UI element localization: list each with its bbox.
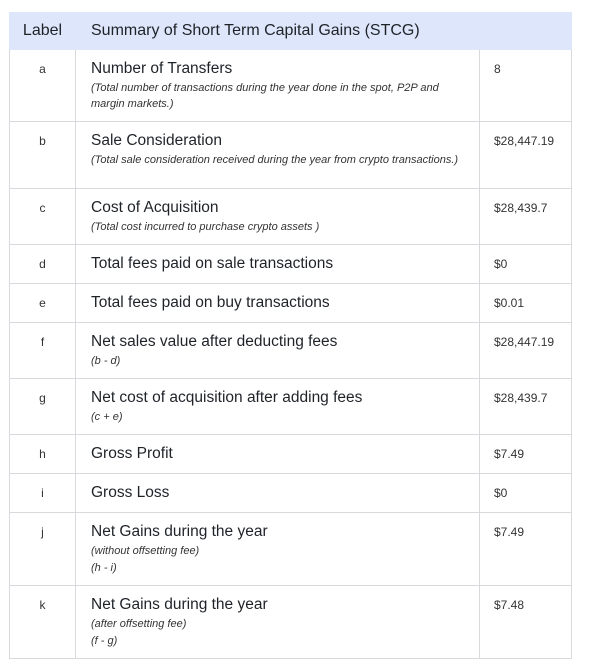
row-value: $28,447.19 bbox=[480, 122, 572, 189]
table-row bbox=[10, 323, 572, 379]
row-description bbox=[76, 379, 480, 435]
row-title: Total fees paid on sale transactions bbox=[91, 255, 334, 272]
row-title: Net cost of acquisition after adding fees bbox=[91, 389, 363, 406]
row-description bbox=[76, 245, 480, 284]
row-label: e bbox=[10, 284, 76, 323]
row-note: (without offsetting fee) bbox=[91, 545, 200, 557]
row-value: $0 bbox=[480, 245, 572, 284]
row-value: $28,439.7 bbox=[480, 189, 572, 245]
row-note: (after offsetting fee) bbox=[91, 618, 187, 630]
header-label: Label bbox=[10, 13, 76, 50]
stcg-table bbox=[9, 12, 572, 659]
row-label: k bbox=[10, 586, 76, 659]
row-note: (c + e) bbox=[91, 411, 123, 423]
row-title: Gross Loss bbox=[91, 484, 170, 501]
table-row bbox=[10, 189, 572, 245]
row-note: (b - d) bbox=[91, 355, 121, 367]
row-label: b bbox=[10, 122, 76, 189]
row-title: Sale Consideration bbox=[91, 132, 222, 149]
row-note: (Total cost incurred to purchase crypto assets ) bbox=[91, 221, 320, 233]
row-description bbox=[76, 189, 480, 245]
row-note: (Total number of transactions during the year done in the spot, P2P and margin markets.) bbox=[91, 82, 439, 110]
row-title: Net sales value after deducting fees bbox=[91, 333, 338, 350]
row-title: Net Gains during the year bbox=[91, 523, 268, 540]
row-description bbox=[76, 474, 480, 513]
row-label: h bbox=[10, 435, 76, 474]
table-row bbox=[10, 435, 572, 474]
row-value: $0.01 bbox=[480, 284, 572, 323]
row-description bbox=[76, 122, 480, 189]
table-header-row bbox=[10, 13, 572, 50]
row-value: $7.49 bbox=[480, 435, 572, 474]
row-description bbox=[76, 586, 480, 659]
table-row bbox=[10, 586, 572, 659]
row-label: a bbox=[10, 50, 76, 122]
row-title: Number of Transfers bbox=[91, 60, 233, 77]
row-label: j bbox=[10, 513, 76, 586]
row-value: $7.49 bbox=[480, 513, 572, 586]
row-label: g bbox=[10, 379, 76, 435]
stcg-summary bbox=[9, 12, 572, 659]
row-value: $28,439.7 bbox=[480, 379, 572, 435]
row-value: 8 bbox=[480, 50, 572, 122]
row-formula: (h - i) bbox=[91, 562, 117, 574]
row-title: Cost of Acquisition bbox=[91, 199, 219, 216]
row-title: Gross Profit bbox=[91, 445, 173, 462]
row-note: (Total sale consideration received during the year from crypto transactions.) bbox=[91, 154, 459, 166]
row-description bbox=[76, 323, 480, 379]
header-summary: Summary of Short Term Capital Gains (STCG) bbox=[76, 13, 480, 50]
table-row bbox=[10, 284, 572, 323]
row-label: c bbox=[10, 189, 76, 245]
row-formula: (f - g) bbox=[91, 635, 118, 647]
table-row bbox=[10, 474, 572, 513]
table-row bbox=[10, 513, 572, 586]
header-value bbox=[480, 13, 572, 50]
row-description bbox=[76, 435, 480, 474]
row-description bbox=[76, 284, 480, 323]
row-value: $7.48 bbox=[480, 586, 572, 659]
row-value: $28,447.19 bbox=[480, 323, 572, 379]
row-description bbox=[76, 50, 480, 122]
table-row bbox=[10, 50, 572, 122]
table-row bbox=[10, 379, 572, 435]
row-title: Total fees paid on buy transactions bbox=[91, 294, 330, 311]
table-row bbox=[10, 245, 572, 284]
row-description bbox=[76, 513, 480, 586]
row-title: Net Gains during the year bbox=[91, 596, 268, 613]
row-label: f bbox=[10, 323, 76, 379]
row-value: $0 bbox=[480, 474, 572, 513]
row-label: i bbox=[10, 474, 76, 513]
row-label: d bbox=[10, 245, 76, 284]
table-row bbox=[10, 122, 572, 189]
